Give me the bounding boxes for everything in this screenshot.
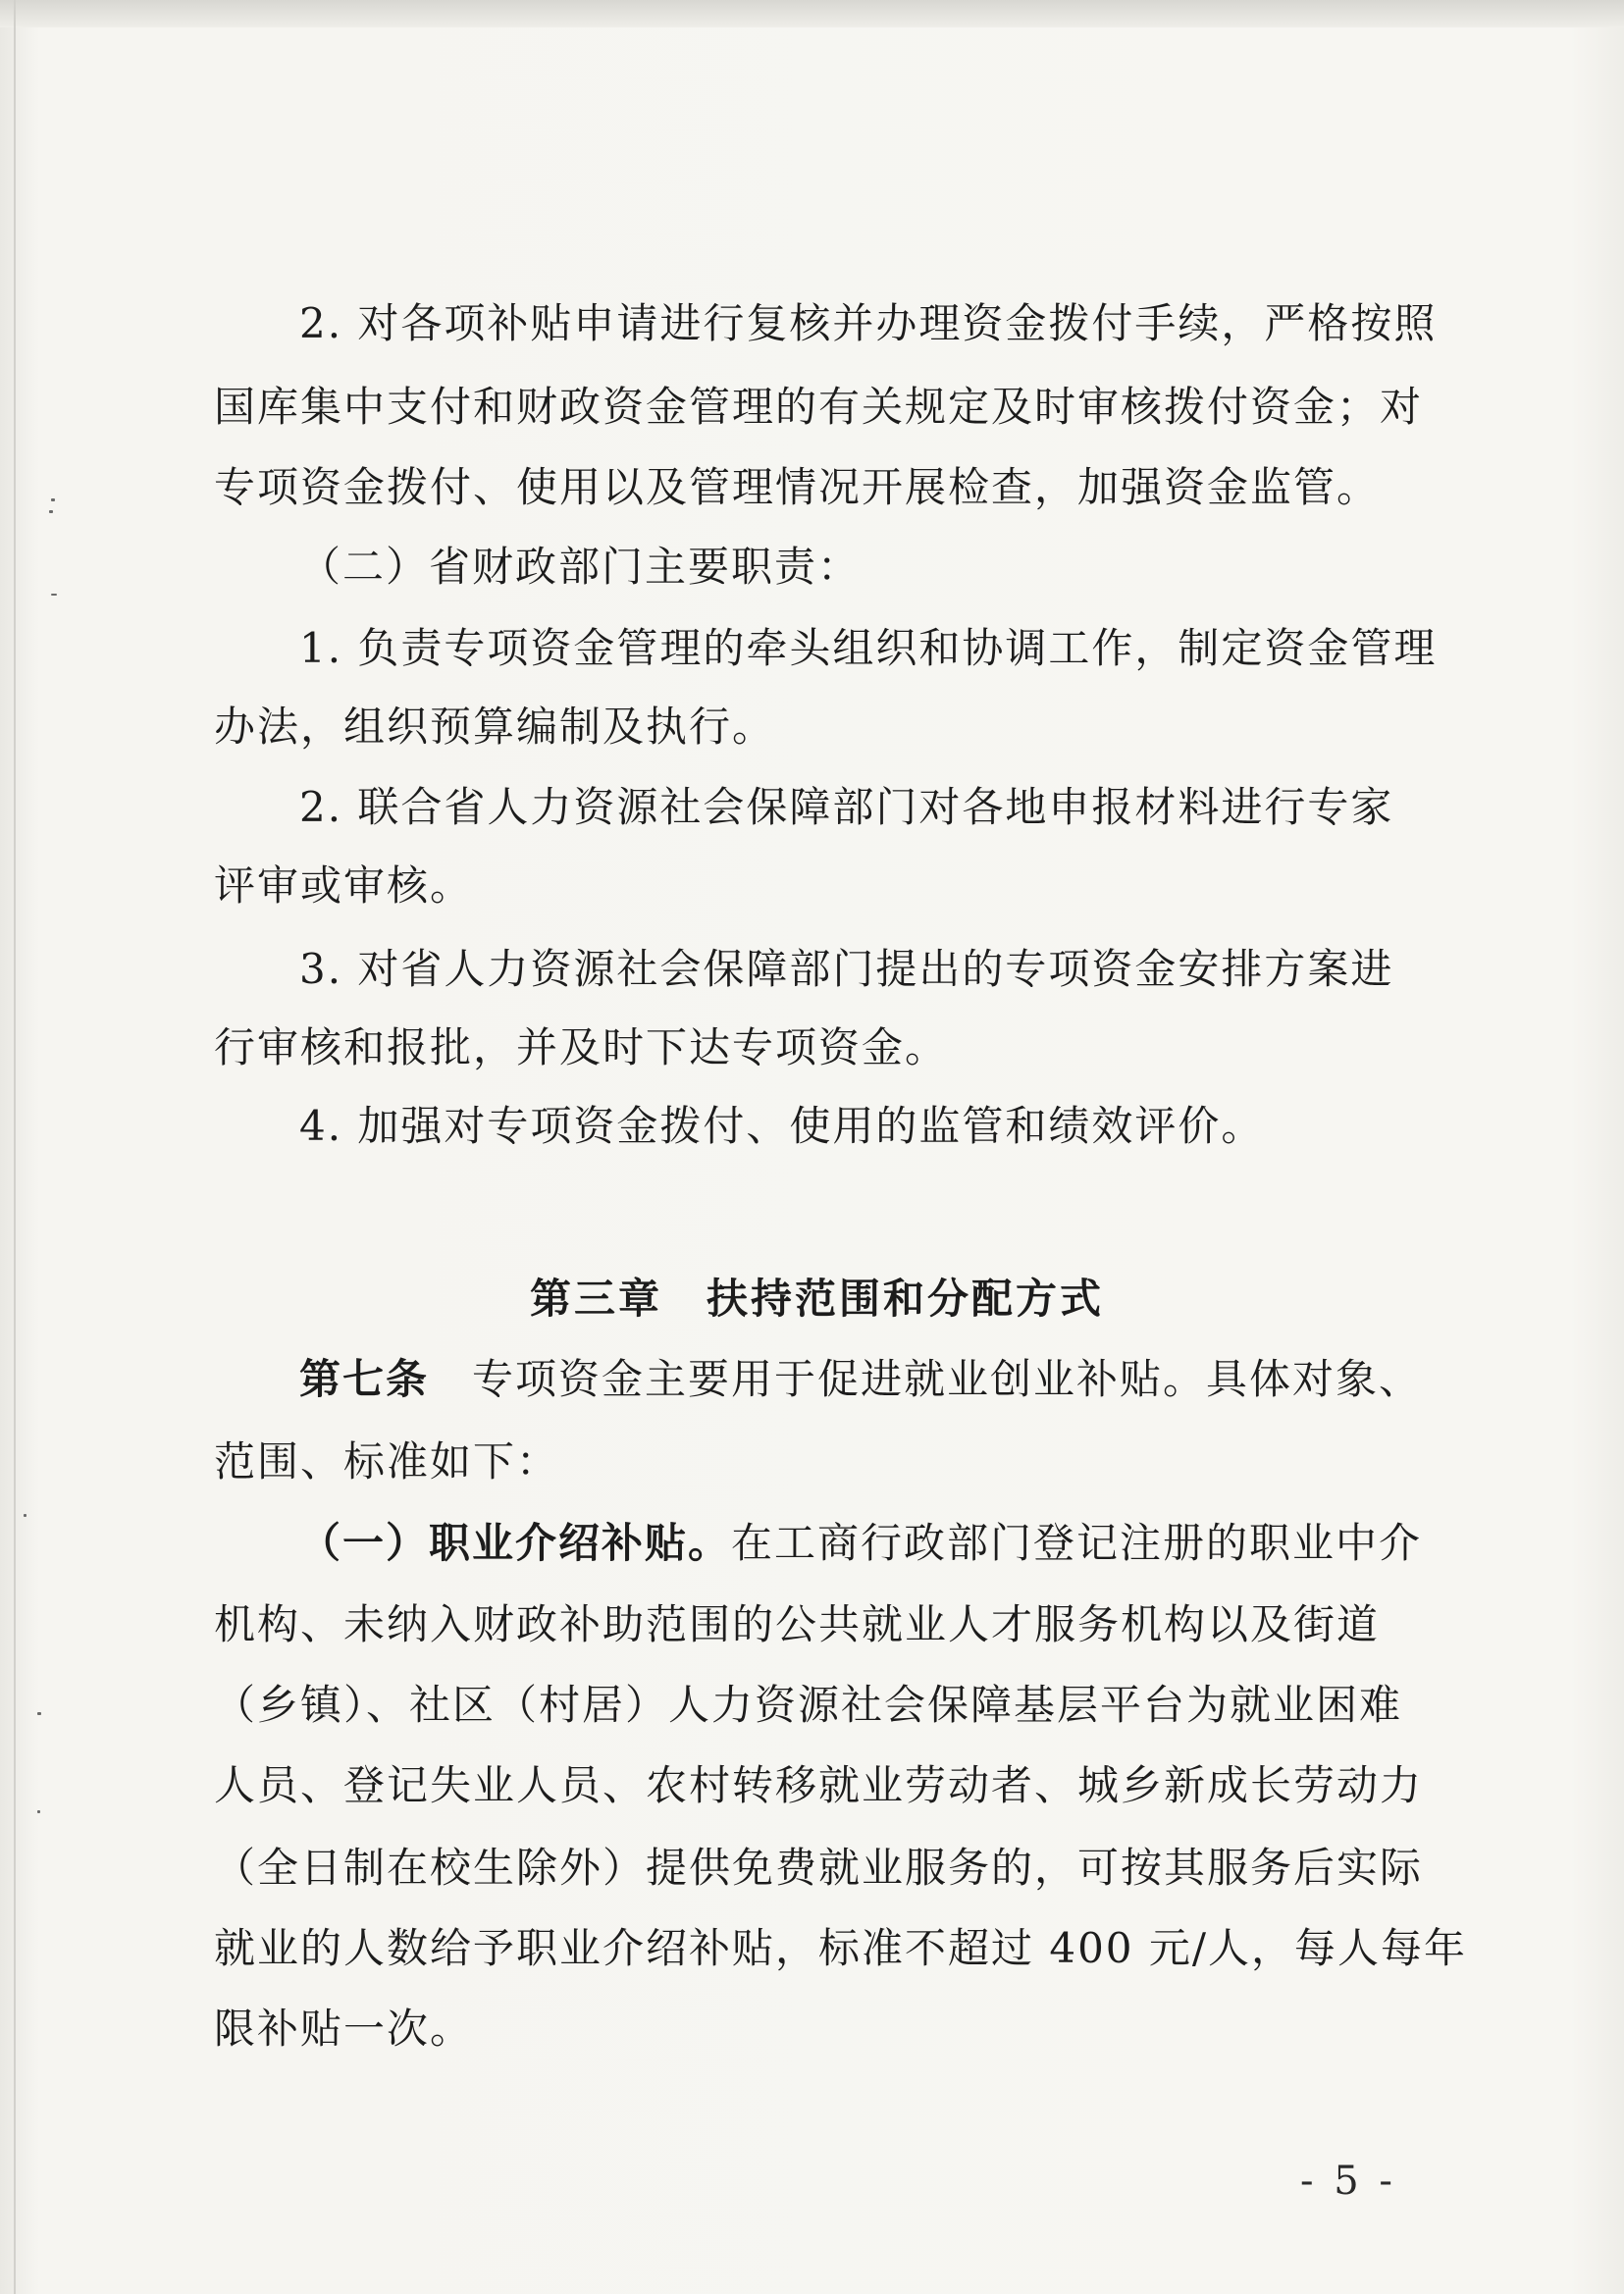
section-subheading: （二）省财政部门主要职责：: [299, 543, 862, 591]
paragraph-line: 2. 联合省人力资源社会保障部门对各地申报材料进行专家: [299, 783, 1394, 831]
paragraph-line: 办法，组织预算编制及执行。: [214, 703, 776, 751]
paragraph-line: 国库集中支付和财政资金管理的有关规定及时审核拨付资金；对: [214, 383, 1424, 431]
paragraph-line: （全日制在校生除外）提供免费就业服务的，可按其服务后实际: [214, 1844, 1424, 1892]
scan-speck: [24, 1514, 26, 1517]
scan-speck: [51, 498, 55, 501]
paragraph-line: 2. 对各项补贴申请进行复核并办理资金拨付手续，严格按照: [299, 299, 1438, 347]
chapter-heading: 第三章 扶持范围和分配方式: [530, 1275, 1105, 1323]
item-text: 在工商行政部门登记注册的职业中介: [731, 1519, 1423, 1567]
article-7-line: [299, 1352, 1422, 1407]
paragraph-line: 行审核和报批，并及时下达专项资金。: [214, 1023, 949, 1071]
paragraph-line: 限补贴一次。: [214, 2005, 474, 2053]
paragraph-line: 就业的人数给予职业介绍补贴，标准不超过 400 元/人，每人每年: [214, 1924, 1468, 1972]
item-1-line: [299, 1516, 1422, 1571]
scan-edge-shadow: [0, 0, 1624, 27]
item-label: （一）职业介绍补贴。: [299, 1519, 732, 1567]
paragraph-line: 机构、未纳入财政补助范围的公共就业人才服务机构以及街道: [214, 1600, 1381, 1648]
article-text: 专项资金主要用于促进就业创业补贴。具体对象、: [472, 1355, 1423, 1403]
scan-speck: [49, 510, 53, 513]
article-label: 第七条: [299, 1355, 430, 1403]
paragraph-line: 1. 负责专项资金管理的牵头组织和协调工作，制定资金管理: [299, 624, 1438, 672]
paragraph-line: 4. 加强对专项资金拨付、使用的监管和绩效评价。: [299, 1102, 1265, 1150]
scan-speck: [37, 1810, 40, 1813]
paragraph-line: （乡镇）、社区（村居）人力资源社会保障基层平台为就业困难: [214, 1681, 1403, 1729]
page-number: - 5 -: [1300, 2159, 1396, 2204]
scan-speck: [51, 594, 57, 596]
paragraph-line: 专项资金拨付、使用以及管理情况开展检查，加强资金监管。: [214, 463, 1381, 511]
scan-binding-line: [14, 0, 16, 2294]
paragraph-line: 人员、登记失业人员、农村转移就业劳动者、城乡新成长劳动力: [214, 1761, 1424, 1809]
scan-speck: [37, 1712, 41, 1715]
paragraph-line: 评审或审核。: [214, 861, 474, 910]
paragraph-line: 3. 对省人力资源社会保障部门提出的专项资金安排方案进: [299, 945, 1394, 993]
paragraph-line: 范围、标准如下：: [214, 1437, 560, 1486]
